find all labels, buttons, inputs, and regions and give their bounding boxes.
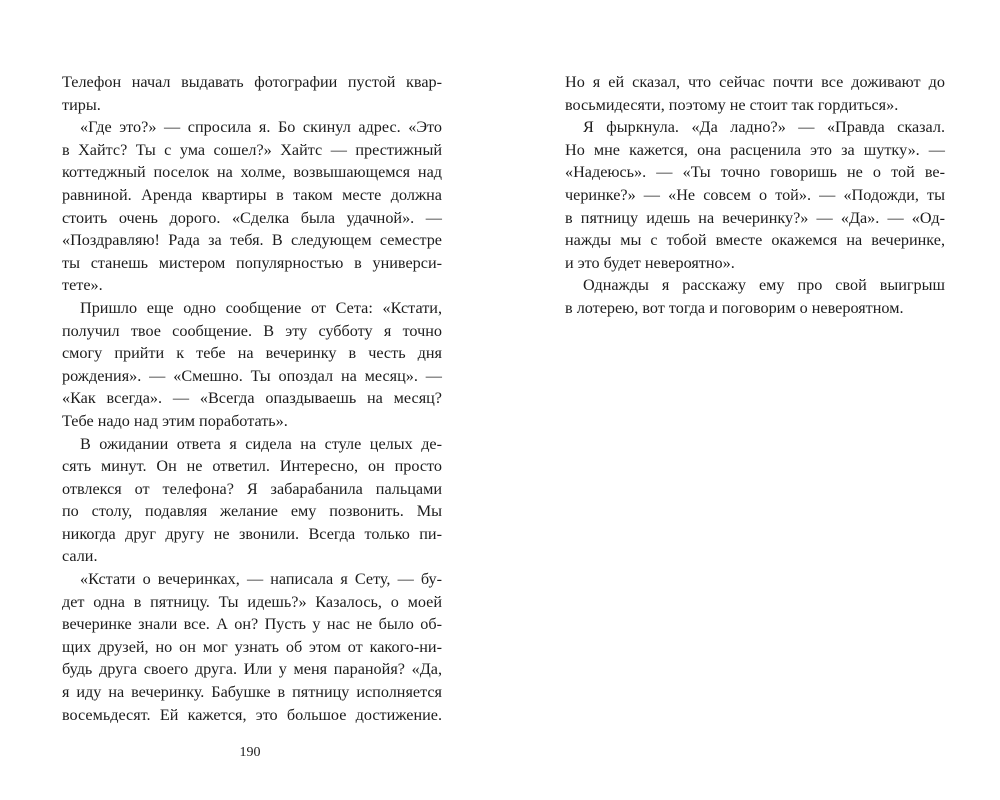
text-line: ты станешь мистером популярностью в универси- xyxy=(62,253,442,272)
text-line: я иду на вечеринку. Бабушке в пятницу исполняется xyxy=(62,683,442,702)
text-line: Но мне кажется, она расценила это за шутку». — xyxy=(565,140,945,159)
text-line: Телефон начал выдавать фотографии пустой квар- xyxy=(62,73,442,91)
text-line: коттеджный поселок на холме, возвышающемся над xyxy=(62,163,442,182)
text-line: сали. xyxy=(62,547,98,566)
text-line: В ожидании ответа я сидела на стуле целых де- xyxy=(80,434,442,453)
text-line: в Хайтс? Ты с ума сошел?» Хайтс — престижный xyxy=(62,140,442,159)
text-line: дет одна в пятницу. Ты идешь?» Казалось, о моей xyxy=(62,592,442,611)
page-number: 190 xyxy=(239,745,261,760)
text-line: тете». xyxy=(62,276,103,295)
text-line: нажды мы с тобой вместе окажемся на вечеринке, xyxy=(565,231,945,250)
text-line: щих друзей, но он мог узнать об этом от какого-ни- xyxy=(62,637,442,656)
text-line: равниной. Аренда квартиры в таком месте должна xyxy=(62,185,442,204)
text-line: восемьдесят. Ей кажется, это большое достижение. xyxy=(62,705,442,724)
text-line: в пятницу идешь на вечеринку?» — «Да». — «Од- xyxy=(565,208,945,227)
text-line: будь друга своего друга. Или у меня паранойя? «Да, xyxy=(62,660,442,679)
text-line: Однажды я расскажу ему про свой выигрыш xyxy=(583,276,945,295)
text-line: получил твое сообщение. В эту субботу я точно xyxy=(62,321,442,340)
text-line: Но я ей сказал, что сейчас почти все доживают до xyxy=(565,73,945,91)
text-line: тиры. xyxy=(62,95,101,114)
text-line: Я фыркнула. «Да ладно?» — «Правда сказал. xyxy=(583,118,945,137)
text-line: Тебе надо над этим поработать». xyxy=(62,411,288,430)
text-line: вечеринке знали все. А он? Пусть у нас не было об- xyxy=(62,615,442,634)
text-line: восьмидесяти, поэтому не стоит так гордиться». xyxy=(565,95,899,114)
text-line: по столу, подавляя желание ему позвонить. Мы xyxy=(62,502,442,521)
text-line: «Надеюсь». — «Ты точно говоришь не о той ве- xyxy=(565,163,945,182)
text-line: черинке?» — «Не совсем о той». — «Подожди, ты xyxy=(565,185,945,204)
right-page xyxy=(500,0,1000,800)
left-page-text xyxy=(62,71,442,726)
text-line: «Где это?» — спросила я. Бо скинул адрес. «Это xyxy=(80,118,442,137)
text-line: сять минут. Он не ответил. Интересно, он просто xyxy=(62,457,442,476)
text-line: никогда друг другу не звонили. Всегда только пи- xyxy=(62,524,442,543)
text-line: стоить очень дорого. «Сделка была удачной». — xyxy=(62,208,442,227)
text-line: «Кстати о вечеринках, — написала я Сету, — бу- xyxy=(80,570,442,589)
text-line: и это будет невероятно». xyxy=(565,253,735,272)
text-line: в лотерею, вот тогда и поговорим о невероятном. xyxy=(565,298,904,317)
text-line: Пришло еще одно сообщение от Сета: «Кстати, xyxy=(80,298,442,317)
text-line: «Как всегда». — «Всегда опаздываешь на месяц? xyxy=(62,389,442,408)
text-line: «Поздравляю! Рада за тебя. В следующем семестре xyxy=(62,231,442,250)
right-page-text xyxy=(565,71,945,320)
text-line: отвлекся от телефона? Я забарабанила пальцами xyxy=(62,479,442,498)
text-line: рождения». — «Смешно. Ты опоздал на месяц». — xyxy=(62,366,442,385)
text-line: смогу прийти к тебе на вечеринку в честь дня xyxy=(62,344,442,363)
